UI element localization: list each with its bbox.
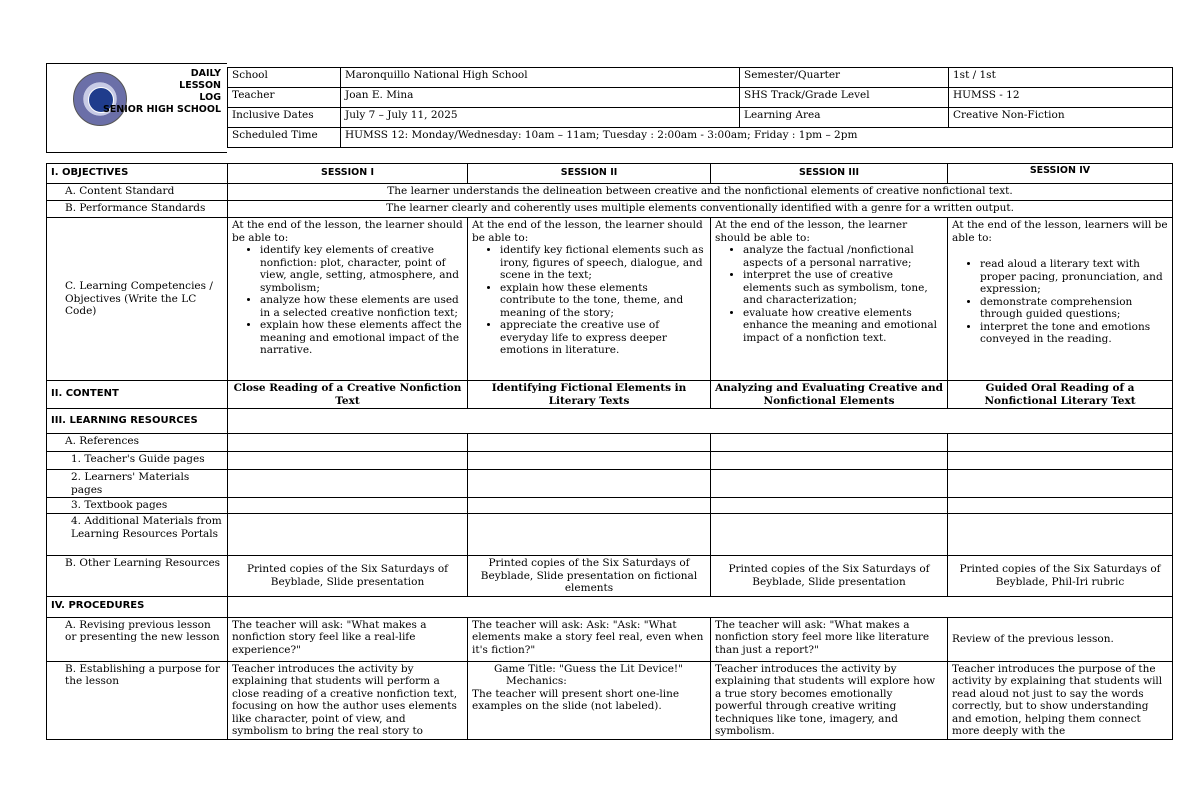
teacher-value: Joan E. Mina (341, 88, 740, 108)
dates-value: July 7 – July 11, 2025 (341, 108, 740, 128)
resources-empty (228, 409, 1173, 434)
review-session-2: The teacher will ask: Ask: "Ask: "What elements make a story feel real, even when it's fiction?" (468, 617, 711, 661)
other-session-3: Printed copies of the Six Saturdays of Beyblade, Slide presentation (711, 556, 948, 597)
content-standard-text: The learner understands the delineation between creative and the nonfictional elements of creative nonfictional text. (228, 184, 1173, 201)
sched-value: HUMSS 12: Monday/Wednesday: 10am – 11am; Tuesday : 2:00am - 3:00am; Friday : 1pm – 2pm (341, 128, 1173, 148)
dates-label: Inclusive Dates (228, 108, 341, 128)
semester-value: 1st / 1st (949, 68, 1173, 88)
purpose-label: B. Establishing a purpose for the lesson (47, 661, 228, 739)
purpose-session-2: Game Title: "Guess the Lit Device!" Mechanics: The teacher will present short one-line examples on the slide (not labeled). (468, 661, 711, 739)
content-session-4: Guided Oral Reading of a Nonfictional Literary Text (948, 381, 1173, 409)
main-table (46, 163, 1173, 740)
performance-label: B. Performance Standards (47, 201, 228, 218)
review-session-4: Review of the previous lesson. (948, 617, 1173, 661)
review-session-1: The teacher will ask: "What makes a nonfiction story feel like a real-life experience?" (228, 617, 468, 661)
purpose-session-1: Teacher introduces the activity by explaining that students will perform a close reading of a creative nonfiction text, focusing on how the author uses elements like character, point of view, and symbolism to bring the real story to (228, 661, 468, 739)
school-value: Maronquillo National High School (341, 68, 740, 88)
list-item: • demonstrate comprehension through guided questions; (980, 296, 1168, 321)
performance-text: The learner clearly and coherently uses multiple elements conventionally identified with a genre for a written output. (228, 201, 1173, 218)
references-label: A. References (47, 434, 228, 452)
content-standard-label: A. Content Standard (47, 184, 228, 201)
teacher-label: Teacher (228, 88, 341, 108)
review-label: A. Revising previous lesson or presenting the new lesson (47, 617, 228, 661)
content-heading: II. CONTENT (47, 381, 228, 409)
other-session-1: Printed copies of the Six Saturdays of Beyblade, Slide presentation (228, 556, 468, 597)
lc-session-3: At the end of the lesson, the learner should be able to: • analyze the factual /nonfictional aspects of a personal narrative; • interpret the use of creative elements such as symbolism, tone, and characterization; • evaluate how creative elements enhance the meaning and emotional impact of a nonfiction text. (711, 218, 948, 381)
other-session-4: Printed copies of the Six Saturdays of Beyblade, Phil-Iri rubric (948, 556, 1173, 597)
sched-label: Scheduled Time (228, 128, 341, 148)
session-3-heading: SESSION III (711, 164, 948, 184)
ref-additional-materials: 4. Additional Materials from Learning Resources Portals (47, 514, 228, 556)
semester-label: Semester/Quarter (740, 68, 949, 88)
list-item: • evaluate how creative elements enhance the meaning and emotional impact of a nonfiction text. (743, 307, 943, 345)
session-1-heading: SESSION I (228, 164, 468, 184)
ref-textbook: 3. Textbook pages (47, 498, 228, 514)
area-label: Learning Area (740, 108, 949, 128)
content-session-3: Analyzing and Evaluating Creative and Nonfictional Elements (711, 381, 948, 409)
review-session-3: The teacher will ask: "What makes a nonfiction story feel more like literature than just a report?" (711, 617, 948, 661)
procedures-heading: IV. PROCEDURES (47, 596, 228, 617)
list-item: • identify key fictional elements such as irony, figures of speech, dialogue, and scene in the text; (500, 244, 706, 282)
purpose-session-3: Teacher introduces the activity by explaining that students will explore how a true story becomes emotionally powerful through creative writing techniques like tone, imagery, and symbolism. (711, 661, 948, 739)
lc-session-2: At the end of the lesson, the learner should be able to: • identify key fictional elements such as irony, figures of speech, dialogue, and scene in the text; • explain how these elements contribute to the tone, theme, and meaning of the story; • appreciate the creative use of everyday life to express deeper emotions in literature. (468, 218, 711, 381)
list-item: • analyze the factual /nonfictional aspects of a personal narrative; (743, 244, 943, 269)
list-item: • identify key elements of creative nonfiction: plot, character, point of view, angle, setting, atmosphere, and symbolism; (260, 244, 463, 294)
track-label: SHS Track/Grade Level (740, 88, 949, 108)
other-resources-label: B. Other Learning Resources (47, 556, 228, 597)
objectives-heading: I. OBJECTIVES (47, 164, 228, 184)
lc-label: C. Learning Competencies / Objectives (Write the LC Code) (47, 218, 228, 381)
ref-teachers-guide: 1. Teacher's Guide pages (47, 452, 228, 470)
lc-session-1: At the end of the lesson, the learner should be able to: • identify key elements of creative nonfiction: plot, character, point of view, angle, setting, atmosphere, and symbolism; • analyze how these elements are used in a selected creative nonfiction text; • explain how these elements affect the meaning and emotional impact of the narrative. (228, 218, 468, 381)
session-2-heading: SESSION II (468, 164, 711, 184)
lc-session-4: At the end of the lesson, learners will be able to: • read aloud a literary text with proper pacing, pronunciation, and expression; • demonstrate comprehension through guided questions; • interpret the tone and emotions conveyed in the reading. (948, 218, 1173, 381)
school-label: School (228, 68, 341, 88)
other-session-2: Printed copies of the Six Saturdays of Beyblade, Slide presentation on fictional elements (468, 556, 711, 597)
purpose-session-4: Teacher introduces the purpose of the activity by explaining that students will read aloud not just to say the words correctly, but to show understanding and emotion, helping them connect more deeply with the (948, 661, 1173, 739)
content-session-1: Close Reading of a Creative Nonfiction Text (228, 381, 468, 409)
list-item: • explain how these elements contribute to the tone, theme, and meaning of the story; (500, 282, 706, 320)
header-logo-box (46, 63, 227, 153)
resources-heading: III. LEARNING RESOURCES (47, 409, 228, 434)
ref-learners-materials: 2. Learners' Materials pages (47, 470, 228, 498)
content-session-2: Identifying Fictional Elements in Literary Texts (468, 381, 711, 409)
session-4-heading: SESSION IV (948, 164, 1173, 184)
area-value: Creative Non-Fiction (949, 108, 1173, 128)
list-item: • interpret the tone and emotions conveyed in the reading. (980, 321, 1168, 346)
list-item: • appreciate the creative use of everyday life to express deeper emotions in literature. (500, 319, 706, 357)
list-item: • explain how these elements affect the meaning and emotional impact of the narrative. (260, 319, 463, 357)
track-value: HUMSS - 12 (949, 88, 1173, 108)
list-item: • interpret the use of creative elements such as symbolism, tone, and characterization; (743, 269, 943, 307)
list-item: • read aloud a literary text with proper pacing, pronunciation, and expression; (980, 258, 1168, 296)
header-table (227, 67, 1173, 148)
log-title: DAILY LESSON LOG SENIOR HIGH SCHOOL (102, 68, 221, 115)
list-item: • analyze how these elements are used in a selected creative nonfiction text; (260, 294, 463, 319)
